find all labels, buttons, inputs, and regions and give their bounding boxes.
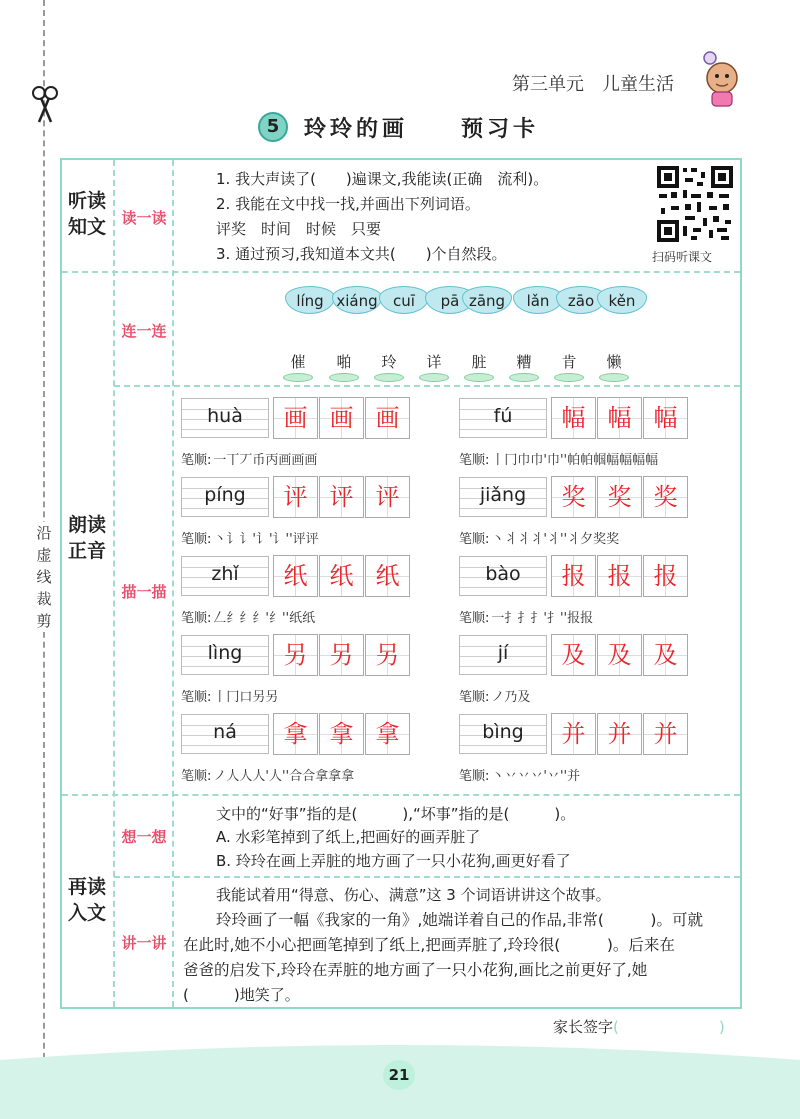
trace-character: 幅: [653, 404, 678, 432]
pinyin-leaf[interactable]: zāo: [556, 286, 606, 314]
stroke-sequence: 丨冂口另另: [213, 690, 279, 705]
hanzi-character[interactable]: 肯: [561, 353, 577, 371]
stroke-order: [181, 607, 315, 626]
trace-character: 纸: [329, 562, 354, 590]
stroke-order-label: 笔顺:: [459, 453, 490, 468]
pinyin-leaf[interactable]: pā: [425, 286, 475, 314]
section-label-read-aloud: 朗读 正音: [67, 514, 106, 562]
hanzi-character[interactable]: 糟: [516, 353, 532, 371]
row-divider: [114, 876, 740, 878]
stroke-order: [181, 528, 319, 547]
trace-character: 评: [283, 483, 308, 511]
trace-character: 幅: [607, 404, 632, 432]
stroke-sequence: 丶丷丷丷'丷''并: [491, 769, 581, 784]
pinyin-text: ná: [213, 721, 237, 743]
trace-character: 幅: [561, 404, 586, 432]
pinyin-text: lìng: [207, 642, 243, 664]
leaf-base: [554, 373, 584, 382]
think-question: 文中的“好事”指的是( ),“坏事”指的是( )。: [216, 805, 576, 823]
trace-character: 奖: [607, 483, 632, 511]
hanzi-character[interactable]: 详: [426, 353, 442, 371]
leaf-base: [329, 373, 359, 382]
stroke-order-label: 笔顺:: [181, 453, 212, 468]
pinyin-leaf[interactable]: cuī: [379, 286, 429, 314]
activity-match: 连一连: [121, 322, 167, 340]
activity-tell: 讲一讲: [121, 934, 167, 952]
pinyin-text: zhǐ: [211, 563, 239, 585]
stroke-sequence: 丨冂巾巾'巾''帕帕帼幅幅幅幅: [491, 453, 659, 468]
trace-character: 另: [283, 641, 308, 669]
activity-read: 读一读: [121, 209, 167, 227]
hanzi-character[interactable]: 懒: [606, 353, 622, 371]
stroke-order: [459, 607, 593, 626]
pinyin-text: bìng: [482, 721, 524, 743]
think-option-a: A. 水彩笔掉到了纸上,把画好的画弄脏了: [216, 828, 481, 846]
stroke-sequence: 丶丬丬丬'丬''丬夕奖奖: [491, 532, 620, 547]
tell-line-5: ( )地笑了。: [183, 986, 300, 1004]
trace-character: 另: [329, 641, 354, 669]
lesson-title: 玲玲的画: [304, 116, 409, 142]
hanzi-character[interactable]: 啪: [336, 353, 352, 371]
think-option-b: B. 玲玲在画上弄脏的地方画了一只小花狗,画更好看了: [216, 852, 571, 870]
trace-character: 奖: [561, 483, 586, 511]
stroke-order: [181, 686, 278, 705]
pinyin-text: huà: [207, 405, 243, 427]
stroke-sequence: 𠃋纟纟纟'纟''纸纸: [213, 611, 316, 626]
read-line-4: 3. 通过预习,我知道本文共( )个自然段。: [216, 245, 507, 263]
unit-title: 第三单元 儿童生活: [512, 74, 674, 95]
pinyin-text: jí: [497, 642, 509, 664]
leaf-base: [283, 373, 313, 382]
stroke-order-label: 笔顺:: [181, 690, 212, 705]
page-number: 21: [388, 1066, 410, 1084]
trace-character: 画: [329, 404, 354, 432]
trace-character: 并: [561, 720, 586, 748]
section-label-reread: 再读 入文: [67, 876, 106, 924]
pinyin-leaf[interactable]: lǎn: [513, 286, 563, 314]
stroke-order-label: 笔顺:: [459, 532, 490, 547]
leaf-base: [464, 373, 494, 382]
trace-character: 另: [375, 641, 400, 669]
trace-character: 并: [653, 720, 678, 748]
pinyin-leaf[interactable]: xiáng: [332, 286, 382, 314]
trace-character: 奖: [653, 483, 678, 511]
stroke-order-label: 笔顺:: [181, 532, 212, 547]
hanzi-character[interactable]: 玲: [381, 353, 397, 371]
tell-line-2: 玲玲画了一幅《我家的一角》,她端详着自己的作品,非常( )。可就: [216, 911, 703, 929]
leaf-base: [509, 373, 539, 382]
cut-instruction: 沿 虚 线 裁 剪: [30, 522, 58, 632]
trace-character: 报: [607, 562, 632, 590]
trace-character: 纸: [375, 562, 400, 590]
stroke-sequence: ノ乃及: [491, 690, 531, 705]
pinyin-text: fú: [493, 405, 513, 427]
trace-character: 画: [375, 404, 400, 432]
lesson-number: 5: [266, 116, 280, 137]
leaf-base: [419, 373, 449, 382]
tell-line-4: 爸爸的启发下,玲玲在弄脏的地方画了一只小花狗,画比之前更好了,她: [183, 961, 648, 979]
stroke-sequence: 一丅丆币丙画画画: [213, 453, 318, 468]
trace-character: 报: [561, 562, 586, 590]
row-divider: [62, 794, 740, 796]
pinyin-leaf[interactable]: zāng: [462, 286, 512, 314]
stroke-order-label: 笔顺:: [459, 690, 490, 705]
pinyin-leaf[interactable]: kěn: [597, 286, 647, 314]
trace-character: 评: [375, 483, 400, 511]
pinyin-leaf[interactable]: líng: [285, 286, 335, 314]
trace-character: 拿: [375, 720, 400, 748]
trace-character: 及: [561, 641, 586, 669]
stroke-sequence: ノ人人人'人''合合拿拿拿: [213, 769, 355, 784]
stroke-order: [459, 686, 530, 705]
trace-character: 纸: [283, 562, 308, 590]
trace-character: 并: [607, 720, 632, 748]
stroke-order: [459, 528, 619, 547]
read-line-1: 1. 我大声读了( )遍课文,我能读(正确 流利)。: [216, 170, 549, 188]
trace-character: 及: [607, 641, 632, 669]
stroke-order-label: 笔顺:: [181, 611, 212, 626]
stroke-order: [181, 765, 354, 784]
stroke-order-label: 笔顺:: [181, 769, 212, 784]
read-line-3: 评奖 时间 时候 只要: [216, 220, 382, 238]
stroke-order: [181, 449, 317, 468]
hanzi-character[interactable]: 催: [290, 353, 306, 371]
hanzi-character[interactable]: 脏: [471, 353, 487, 371]
stroke-sequence: 一扌扌扌'扌''报报: [491, 611, 594, 626]
preview-card-title: 预习卡: [461, 117, 540, 142]
mascot-icon: [698, 50, 742, 110]
activity-trace: 描一描: [121, 583, 167, 601]
stroke-order: [459, 765, 580, 784]
stroke-order-label: 笔顺:: [459, 769, 490, 784]
trace-character: 评: [329, 483, 354, 511]
pinyin-text: bào: [485, 563, 521, 585]
parent-signature: 家长签字( ): [553, 1018, 725, 1036]
read-line-2: 2. 我能在文中找一找,并画出下列词语。: [216, 195, 480, 213]
qr-caption: 扫码听课文: [652, 250, 713, 264]
stroke-sequence: 丶讠讠'讠'讠''评评: [213, 532, 319, 547]
row-divider: [62, 271, 740, 273]
scissors-icon: [30, 84, 60, 124]
qr-code-icon[interactable]: [655, 164, 735, 244]
trace-character: 画: [283, 404, 308, 432]
tell-line-1: 我能试着用“得意、伤心、满意”这 3 个词语讲讲这个故事。: [216, 886, 611, 904]
activity-think: 想一想: [121, 828, 167, 846]
pinyin-text: píng: [204, 484, 246, 506]
section-label-listen: 听读 知文: [67, 190, 106, 238]
row-divider: [114, 385, 740, 387]
trace-character: 拿: [283, 720, 308, 748]
stroke-order-label: 笔顺:: [459, 611, 490, 626]
trace-character: 报: [653, 562, 678, 590]
leaf-base: [374, 373, 404, 382]
stroke-order: [459, 449, 658, 468]
trace-character: 及: [653, 641, 678, 669]
leaf-base: [599, 373, 629, 382]
pinyin-text: jiǎng: [479, 484, 527, 506]
tell-line-3: 在此时,她不小心把画笔掉到了纸上,把画弄脏了,玲玲很( )。后来在: [183, 936, 675, 954]
trace-character: 拿: [329, 720, 354, 748]
